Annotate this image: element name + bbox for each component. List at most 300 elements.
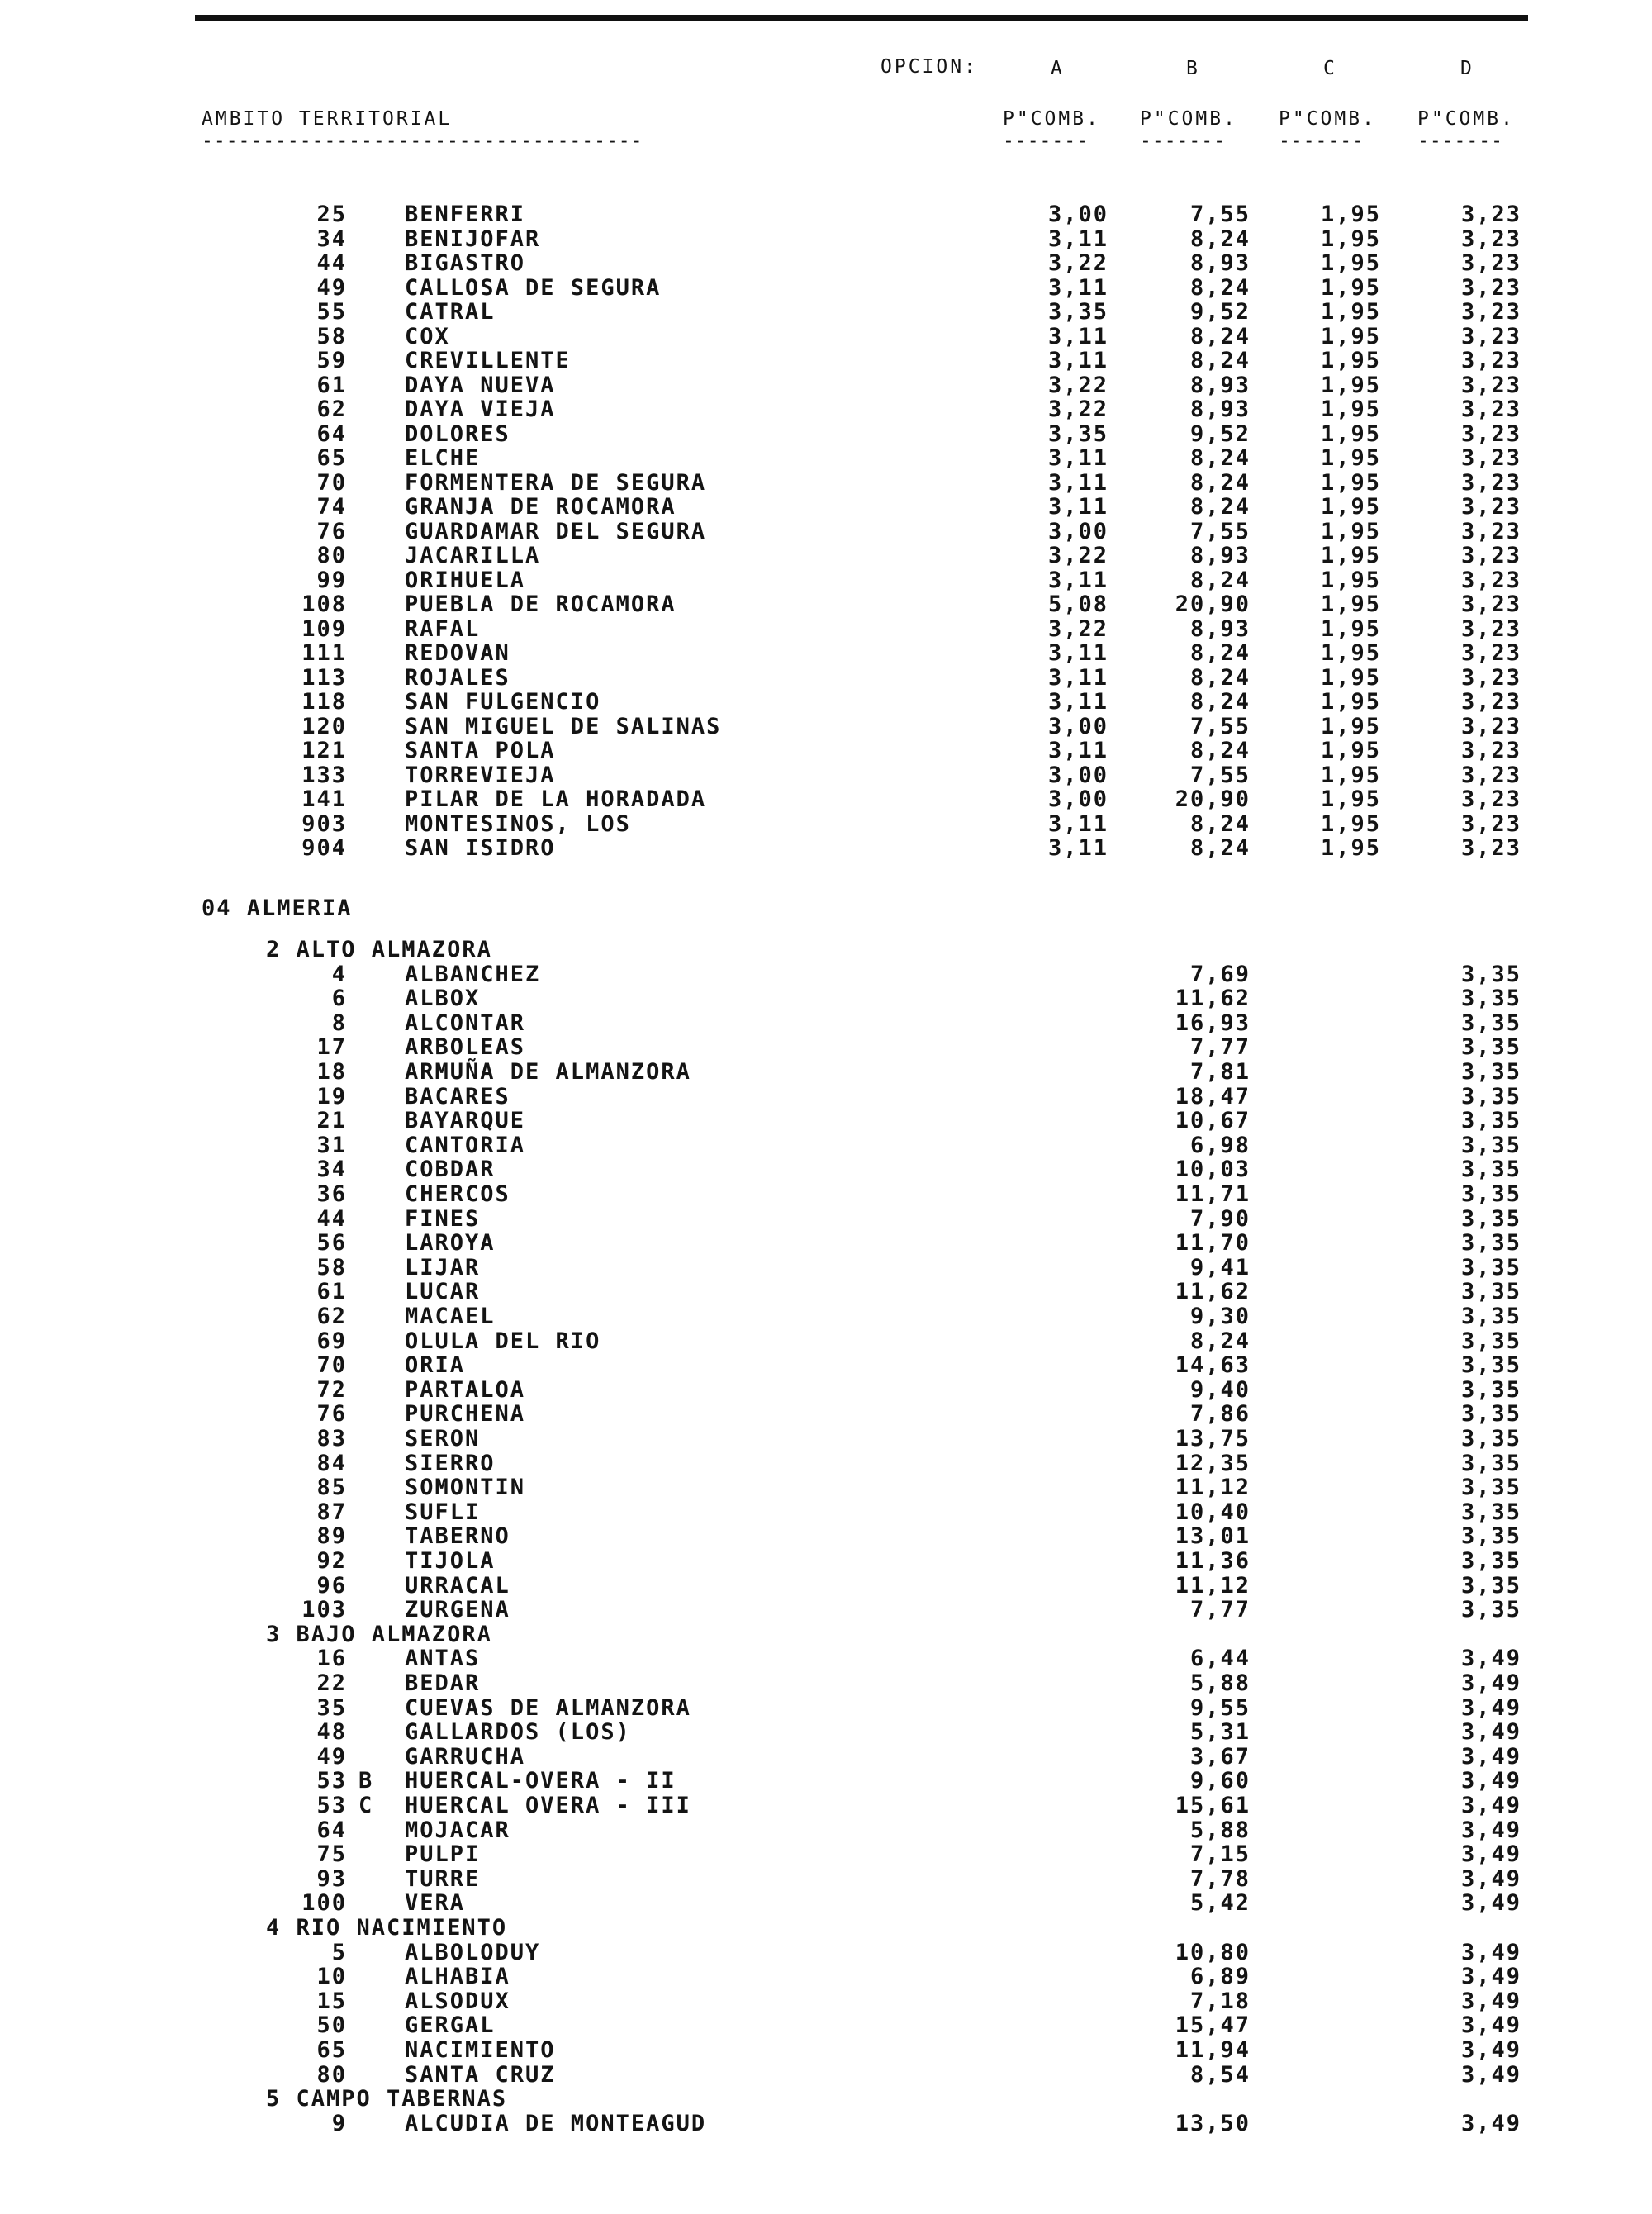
value-b: 11,36: [1175, 1548, 1251, 1574]
value-d: 3,23: [1460, 763, 1521, 788]
value-d: 3,23: [1460, 275, 1521, 301]
col-d-underline: -------: [1417, 131, 1503, 152]
value-b: 5,42: [1189, 1890, 1251, 1916]
value-c: 1,95: [1320, 738, 1381, 763]
municipality-name: ALSODUX: [405, 1988, 510, 2014]
municipality-name: TABERNO: [405, 1523, 510, 1549]
value-d: 3,23: [1460, 202, 1521, 227]
table-row: [0, 837, 1652, 862]
value-b: 8,24: [1189, 640, 1251, 666]
municipality-name: ROJALES: [405, 665, 510, 691]
value-d: 3,23: [1460, 324, 1521, 349]
value-b: 10,80: [1175, 1940, 1251, 1965]
value-a: 3,22: [1047, 373, 1108, 398]
municipality-name: ALBOLODUY: [405, 1940, 541, 1965]
value-d: 3,49: [1460, 1719, 1521, 1745]
municipality-code: 70: [316, 1352, 347, 1378]
municipality-code: 70: [316, 470, 347, 496]
municipality-code: 903: [301, 811, 347, 837]
municipality-code: 84: [316, 1451, 347, 1476]
table-row: [0, 2039, 1652, 2064]
value-a: 3,11: [1047, 324, 1108, 349]
municipality-code: 59: [316, 348, 347, 373]
table-row: [0, 593, 1652, 618]
value-c: 1,95: [1320, 299, 1381, 325]
municipality-name: HUERCAL-OVERA - II: [405, 1768, 676, 1794]
value-b: 11,12: [1175, 1573, 1251, 1599]
municipality-code: 58: [316, 1255, 347, 1280]
table-row: [0, 1330, 1652, 1355]
value-b: 7,86: [1189, 1401, 1251, 1427]
value-b: 7,55: [1189, 519, 1251, 544]
value-c: 1,95: [1320, 494, 1381, 520]
value-d: 3,35: [1460, 1084, 1521, 1109]
table-row: [0, 1036, 1652, 1061]
municipality-code: 85: [316, 1475, 347, 1500]
value-d: 3,35: [1460, 1499, 1521, 1525]
value-d: 3,35: [1460, 1255, 1521, 1280]
value-b: 11,71: [1175, 1181, 1251, 1207]
municipality-code: 55: [316, 299, 347, 325]
municipality-name: GRANJA DE ROCAMORA: [405, 494, 676, 520]
zone-heading: 3 BAJO ALMAZORA: [266, 1622, 492, 1647]
ambito-underline: ------------------------------------: [202, 131, 643, 152]
value-b: 8,93: [1189, 543, 1251, 568]
municipality-code: 10: [316, 1964, 347, 1989]
value-b: 15,61: [1175, 1793, 1251, 1818]
value-d: 3,49: [1460, 2037, 1521, 2063]
value-d: 3,35: [1460, 1475, 1521, 1500]
value-d: 3,35: [1460, 1352, 1521, 1378]
municipality-name: LIJAR: [405, 1255, 481, 1280]
municipality-name: ARMUÑA DE ALMANZORA: [405, 1059, 691, 1085]
municipality-name: BACARES: [405, 1084, 510, 1109]
value-c: 1,95: [1320, 275, 1381, 301]
municipality-code: 75: [316, 1841, 347, 1867]
value-d: 3,49: [1460, 1793, 1521, 1818]
table-row: [0, 1158, 1652, 1183]
value-d: 3,49: [1460, 1768, 1521, 1794]
value-b: 8,24: [1189, 348, 1251, 373]
municipality-code: 89: [316, 1523, 347, 1549]
municipality-code: 62: [316, 1304, 347, 1329]
municipality-code: 34: [316, 226, 347, 252]
value-d: 3,35: [1460, 1597, 1521, 1622]
value-b: 8,24: [1189, 811, 1251, 837]
value-b: 8,93: [1189, 616, 1251, 642]
value-b: 8,24: [1189, 1328, 1251, 1354]
municipality-code: 96: [316, 1573, 347, 1599]
municipality-name: ALBANCHEZ: [405, 962, 541, 987]
municipality-code: 99: [316, 568, 347, 593]
municipality-suffix: B: [358, 1768, 374, 1794]
value-d: 3,35: [1460, 1279, 1521, 1304]
value-b: 7,55: [1189, 202, 1251, 227]
value-c: 1,95: [1320, 763, 1381, 788]
value-b: 11,62: [1175, 1279, 1251, 1304]
table-row: [0, 325, 1652, 350]
value-d: 3,23: [1460, 421, 1521, 447]
value-a: 3,00: [1047, 714, 1108, 739]
value-a: 3,22: [1047, 543, 1108, 568]
municipality-name: TURRE: [405, 1866, 481, 1892]
table-row: [0, 1354, 1652, 1379]
municipality-name: CATRAL: [405, 299, 496, 325]
municipality-name: COX: [405, 324, 450, 349]
top-rule: [195, 15, 1528, 21]
municipality-code: 109: [301, 616, 347, 642]
municipality-code: 72: [316, 1377, 347, 1403]
table-row: [0, 1941, 1652, 1966]
table-row: [0, 398, 1652, 423]
value-b: 9,52: [1189, 421, 1251, 447]
table-row: [0, 1476, 1652, 1501]
municipality-code: 80: [316, 2062, 347, 2088]
value-d: 3,23: [1460, 592, 1521, 617]
value-c: 1,95: [1320, 226, 1381, 252]
municipality-code: 50: [316, 2012, 347, 2038]
table-row: [0, 2112, 1652, 2137]
value-c: 1,95: [1320, 202, 1381, 227]
table-row: [0, 813, 1652, 838]
col-c-header: P"COMB.: [1279, 108, 1376, 130]
table-row: [0, 987, 1652, 1012]
municipality-name: MONTESINOS, LOS: [405, 811, 631, 837]
municipality-code: 108: [301, 592, 347, 617]
value-d: 3,49: [1460, 2062, 1521, 2088]
value-d: 3,23: [1460, 714, 1521, 739]
municipality-code: 64: [316, 1817, 347, 1843]
table-row: [0, 691, 1652, 715]
col-c-underline: -------: [1279, 131, 1365, 152]
value-d: 3,23: [1460, 543, 1521, 568]
value-b: 10,67: [1175, 1108, 1251, 1133]
municipality-code: 61: [316, 1279, 347, 1304]
value-b: 10,03: [1175, 1157, 1251, 1182]
value-a: 3,35: [1047, 421, 1108, 447]
municipality-name: PARTALOA: [405, 1377, 526, 1403]
value-d: 3,23: [1460, 445, 1521, 471]
value-d: 3,23: [1460, 665, 1521, 691]
municipality-code: 53: [316, 1793, 347, 1818]
table-row: [0, 1208, 1652, 1233]
value-a: 3,22: [1047, 397, 1108, 422]
value-b: 9,52: [1189, 299, 1251, 325]
municipality-name: GALLARDOS (LOS): [405, 1719, 631, 1745]
municipality-name: CALLOSA DE SEGURA: [405, 275, 662, 301]
municipality-name: ALCONTAR: [405, 1010, 526, 1036]
table-row: [0, 1868, 1652, 1893]
municipality-code: 83: [316, 1426, 347, 1451]
value-b: 6,89: [1189, 1964, 1251, 1989]
value-b: 15,47: [1175, 2012, 1251, 2038]
zone-heading: 2 ALTO ALMAZORA: [266, 937, 492, 962]
value-b: 8,54: [1189, 2062, 1251, 2088]
municipality-name: CANTORIA: [405, 1133, 526, 1158]
value-b: 11,62: [1175, 986, 1251, 1011]
municipality-code: 118: [301, 689, 347, 715]
municipality-code: 19: [316, 1084, 347, 1109]
municipality-name: COBDAR: [405, 1157, 496, 1182]
value-b: 6,44: [1189, 1646, 1251, 1671]
value-c: 1,95: [1320, 421, 1381, 447]
value-b: 9,41: [1189, 1255, 1251, 1280]
value-c: 1,95: [1320, 665, 1381, 691]
municipality-name: BEDAR: [405, 1670, 481, 1696]
table-row: [0, 569, 1652, 594]
table-row: [0, 764, 1652, 789]
value-d: 3,23: [1460, 250, 1521, 276]
table-row: [0, 1403, 1652, 1428]
value-b: 9,30: [1189, 1304, 1251, 1329]
value-b: 8,93: [1189, 250, 1251, 276]
municipality-code: 17: [316, 1034, 347, 1060]
municipality-code: 56: [316, 1230, 347, 1256]
value-a: 3,11: [1047, 470, 1108, 496]
value-c: 1,95: [1320, 250, 1381, 276]
value-c: 1,95: [1320, 616, 1381, 642]
value-b: 6,98: [1189, 1133, 1251, 1158]
value-a: 3,11: [1047, 835, 1108, 861]
value-a: 3,22: [1047, 616, 1108, 642]
municipality-code: 62: [316, 397, 347, 422]
municipality-name: ELCHE: [405, 445, 481, 471]
municipality-code: 4: [331, 962, 347, 987]
value-d: 3,35: [1460, 1059, 1521, 1085]
municipality-code: 141: [301, 786, 347, 812]
municipality-name: REDOVAN: [405, 640, 510, 666]
municipality-name: DAYA VIEJA: [405, 397, 556, 422]
value-c: 1,95: [1320, 445, 1381, 471]
municipality-code: 65: [316, 445, 347, 471]
opcion-label: OPCION:: [881, 56, 978, 78]
municipality-name: ANTAS: [405, 1646, 481, 1671]
municipality-code: 49: [316, 275, 347, 301]
value-b: 8,24: [1189, 226, 1251, 252]
municipality-name: PUEBLA DE ROCAMORA: [405, 592, 676, 617]
municipality-name: CUEVAS DE ALMANZORA: [405, 1695, 691, 1721]
value-d: 3,23: [1460, 811, 1521, 837]
table-row: [0, 739, 1652, 764]
municipality-name: LUCAR: [405, 1279, 481, 1304]
table-row: [0, 788, 1652, 813]
table-row: [0, 1280, 1652, 1305]
municipality-name: TIJOLA: [405, 1548, 496, 1574]
municipality-code: 64: [316, 421, 347, 447]
value-b: 7,69: [1189, 962, 1251, 987]
table-row: [0, 1990, 1652, 2015]
value-d: 3,23: [1460, 568, 1521, 593]
value-d: 3,49: [1460, 2012, 1521, 2038]
municipality-code: 80: [316, 543, 347, 568]
municipality-name: GARRUCHA: [405, 1744, 526, 1770]
municipality-code: 44: [316, 250, 347, 276]
municipality-name: HUERCAL OVERA - III: [405, 1793, 691, 1818]
value-d: 3,23: [1460, 738, 1521, 763]
value-b: 7,18: [1189, 1988, 1251, 2014]
option-a-label: A: [1051, 58, 1065, 79]
value-b: 8,24: [1189, 470, 1251, 496]
value-d: 3,35: [1460, 1401, 1521, 1427]
municipality-code: 35: [316, 1695, 347, 1721]
table-row: [0, 667, 1652, 691]
table-row: [0, 1379, 1652, 1404]
value-a: 3,11: [1047, 275, 1108, 301]
municipality-name: GERGAL: [405, 2012, 496, 2038]
value-a: 3,00: [1047, 763, 1108, 788]
value-b: 8,24: [1189, 835, 1251, 861]
value-d: 3,23: [1460, 373, 1521, 398]
value-d: 3,35: [1460, 1206, 1521, 1232]
municipality-name: BENIJOFAR: [405, 226, 541, 252]
municipality-code: 44: [316, 1206, 347, 1232]
table-row: [0, 1599, 1652, 1623]
municipality-code: 48: [316, 1719, 347, 1745]
value-d: 3,49: [1460, 2111, 1521, 2136]
value-b: 9,55: [1189, 1695, 1251, 1721]
municipality-name: RAFAL: [405, 616, 481, 642]
value-b: 8,24: [1189, 689, 1251, 715]
table-row: [0, 520, 1652, 545]
table-row: [0, 544, 1652, 569]
table-row: [0, 423, 1652, 448]
municipality-name: LAROYA: [405, 1230, 496, 1256]
value-b: 9,40: [1189, 1377, 1251, 1403]
value-d: 3,23: [1460, 835, 1521, 861]
value-c: 1,95: [1320, 714, 1381, 739]
municipality-name: SAN MIGUEL DE SALINAS: [405, 714, 722, 739]
municipality-code: 93: [316, 1866, 347, 1892]
municipality-code: 69: [316, 1328, 347, 1354]
value-a: 5,08: [1047, 592, 1108, 617]
value-c: 1,95: [1320, 324, 1381, 349]
value-b: 13,50: [1175, 2111, 1251, 2136]
value-d: 3,35: [1460, 986, 1521, 1011]
value-b: 11,94: [1175, 2037, 1251, 2063]
municipality-code: 58: [316, 324, 347, 349]
municipality-name: ARBOLEAS: [405, 1034, 526, 1060]
municipality-name: DOLORES: [405, 421, 510, 447]
municipality-name: URRACAL: [405, 1573, 510, 1599]
table-row: [0, 496, 1652, 520]
value-d: 3,23: [1460, 397, 1521, 422]
municipality-name: JACARILLA: [405, 543, 541, 568]
value-d: 3,35: [1460, 1181, 1521, 1207]
municipality-code: 31: [316, 1133, 347, 1158]
value-a: 3,11: [1047, 738, 1108, 763]
municipality-name: OLULA DEL RIO: [405, 1328, 601, 1354]
value-d: 3,49: [1460, 1940, 1521, 1965]
value-b: 14,63: [1175, 1352, 1251, 1378]
table-row: [0, 1305, 1652, 1330]
municipality-code: 9: [331, 2111, 347, 2136]
value-c: 1,95: [1320, 689, 1381, 715]
province-heading: 04 ALMERIA: [202, 896, 353, 921]
municipality-code: 61: [316, 373, 347, 398]
value-b: 8,93: [1189, 373, 1251, 398]
municipality-name: BIGASTRO: [405, 250, 526, 276]
value-d: 3,49: [1460, 1695, 1521, 1721]
municipality-name: VERA: [405, 1890, 466, 1916]
table-row: [0, 1452, 1652, 1477]
table-row: [0, 301, 1652, 325]
col-d-header: P"COMB.: [1417, 108, 1515, 130]
value-b: 12,35: [1175, 1451, 1251, 1476]
option-b-label: B: [1186, 58, 1200, 79]
municipality-code: 6: [331, 986, 347, 1011]
value-d: 3,35: [1460, 1377, 1521, 1403]
value-b: 5,31: [1189, 1719, 1251, 1745]
value-b: 7,55: [1189, 763, 1251, 788]
value-c: 1,95: [1320, 543, 1381, 568]
table-row: [0, 2014, 1652, 2039]
value-a: 3,11: [1047, 665, 1108, 691]
value-b: 20,90: [1175, 786, 1251, 812]
municipality-name: FINES: [405, 1206, 481, 1232]
value-b: 10,40: [1175, 1499, 1251, 1525]
table-row: [0, 1012, 1652, 1037]
table-row: [0, 1647, 1652, 1672]
value-d: 3,49: [1460, 1890, 1521, 1916]
table-row: [0, 1109, 1652, 1134]
municipality-name: SANTA CRUZ: [405, 2062, 556, 2088]
value-b: 8,24: [1189, 738, 1251, 763]
value-a: 3,11: [1047, 226, 1108, 252]
value-d: 3,35: [1460, 1133, 1521, 1158]
value-c: 1,95: [1320, 786, 1381, 812]
municipality-name: GUARDAMAR DEL SEGURA: [405, 519, 707, 544]
municipality-code: 15: [316, 1988, 347, 2014]
zone-heading: 4 RIO NACIMIENTO: [266, 1915, 508, 1941]
table-row: [0, 1672, 1652, 1697]
value-c: 1,95: [1320, 811, 1381, 837]
value-d: 3,49: [1460, 1744, 1521, 1770]
value-d: 3,35: [1460, 1523, 1521, 1549]
value-a: 3,11: [1047, 811, 1108, 837]
table-row: [0, 715, 1652, 740]
municipality-name: SIERRO: [405, 1451, 496, 1476]
table-row: [0, 1257, 1652, 1281]
table-row: [0, 203, 1652, 228]
municipality-name: SAN FULGENCIO: [405, 689, 601, 715]
municipality-name: TORREVIEJA: [405, 763, 556, 788]
municipality-suffix: C: [358, 1793, 374, 1818]
value-d: 3,49: [1460, 1964, 1521, 1989]
value-b: 20,90: [1175, 592, 1251, 617]
table-row: [0, 1232, 1652, 1257]
municipality-code: 121: [301, 738, 347, 763]
value-b: 7,55: [1189, 714, 1251, 739]
value-d: 3,49: [1460, 1988, 1521, 2014]
municipality-name: PILAR DE LA HORADADA: [405, 786, 707, 812]
municipality-name: BENFERRI: [405, 202, 526, 227]
value-c: 1,95: [1320, 470, 1381, 496]
municipality-name: PULPI: [405, 1841, 481, 1867]
table-row: [0, 642, 1652, 667]
table-row: [0, 1550, 1652, 1575]
value-c: 1,95: [1320, 519, 1381, 544]
value-d: 3,35: [1460, 1157, 1521, 1182]
value-c: 1,95: [1320, 397, 1381, 422]
municipality-name: SERON: [405, 1426, 481, 1451]
value-b: 5,88: [1189, 1817, 1251, 1843]
value-d: 3,35: [1460, 1426, 1521, 1451]
value-a: 3,11: [1047, 348, 1108, 373]
value-b: 3,67: [1189, 1744, 1251, 1770]
value-d: 3,35: [1460, 1230, 1521, 1256]
value-d: 3,23: [1460, 470, 1521, 496]
municipality-code: 92: [316, 1548, 347, 1574]
